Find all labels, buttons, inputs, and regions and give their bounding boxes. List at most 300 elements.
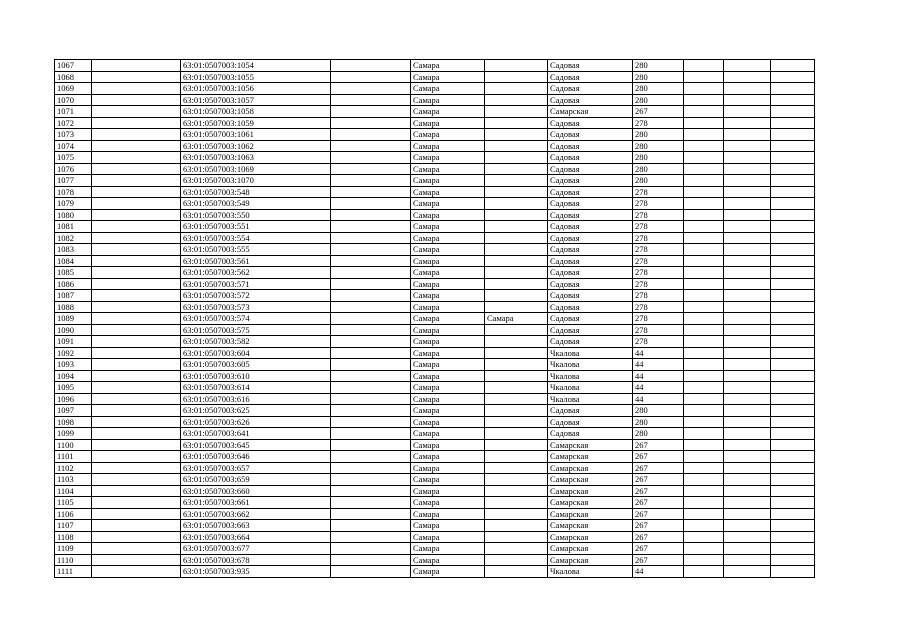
empty-cell [92,140,181,152]
city-cell: Самара [411,198,485,210]
cadastral-number-cell: 63:01:0507003:646 [181,451,331,463]
row-number-cell: 1085 [55,267,92,279]
empty-cell [92,439,181,451]
empty-cell [771,566,815,578]
table-row [55,439,815,451]
street-cell: Садовая [548,313,633,325]
empty-cell [331,359,411,371]
cadastral-number-cell: 63:01:0507003:664 [181,531,331,543]
empty-cell [331,209,411,221]
street-cell: Чкалова [548,393,633,405]
empty-cell [724,428,771,440]
city-cell: Самара [411,370,485,382]
row-number-cell: 1081 [55,221,92,233]
empty-cell [92,244,181,256]
empty-cell [771,152,815,164]
empty-cell [331,71,411,83]
street-cell: Чкалова [548,347,633,359]
city-cell: Самара [411,278,485,290]
house-number-cell: 278 [633,290,684,302]
row-number-cell: 1076 [55,163,92,175]
city-cell: Самара [411,439,485,451]
empty-cell [331,428,411,440]
empty-cell [331,301,411,313]
empty-cell [724,278,771,290]
empty-cell [92,324,181,336]
table-row [55,313,815,325]
street-cell: Чкалова [548,359,633,371]
cadastral-number-cell: 63:01:0507003:1054 [181,60,331,72]
city-secondary-cell [485,117,548,129]
empty-cell [771,543,815,555]
street-cell: Садовая [548,209,633,221]
empty-cell [684,232,724,244]
house-number-cell: 278 [633,267,684,279]
empty-cell [771,244,815,256]
empty-cell [771,198,815,210]
empty-cell [724,324,771,336]
city-cell: Самара [411,485,485,497]
empty-cell [771,324,815,336]
street-cell: Чкалова [548,566,633,578]
city-cell: Самара [411,186,485,198]
city-secondary-cell [485,221,548,233]
empty-cell [724,140,771,152]
empty-cell [92,163,181,175]
city-cell: Самара [411,566,485,578]
city-secondary-cell [485,497,548,509]
city-cell: Самара [411,497,485,509]
empty-cell [92,474,181,486]
city-cell: Самара [411,393,485,405]
street-cell: Садовая [548,117,633,129]
empty-cell [771,175,815,187]
empty-cell [771,83,815,95]
house-number-cell: 280 [633,175,684,187]
cadastral-number-cell: 63:01:0507003:554 [181,232,331,244]
street-cell: Садовая [548,255,633,267]
city-cell: Самара [411,140,485,152]
empty-cell [771,439,815,451]
empty-cell [684,543,724,555]
house-number-cell: 278 [633,198,684,210]
empty-cell [331,106,411,118]
empty-cell [724,71,771,83]
empty-cell [684,71,724,83]
row-number-cell: 1070 [55,94,92,106]
city-secondary-cell [485,485,548,497]
empty-cell [771,393,815,405]
empty-cell [331,554,411,566]
empty-cell [331,347,411,359]
city-secondary-cell [485,520,548,532]
empty-cell [771,474,815,486]
row-number-cell: 1084 [55,255,92,267]
street-cell: Садовая [548,152,633,164]
empty-cell [771,117,815,129]
empty-cell [684,301,724,313]
empty-cell [724,393,771,405]
table-row [55,451,815,463]
cadastral-number-cell: 63:01:0507003:645 [181,439,331,451]
empty-cell [331,439,411,451]
city-cell: Самара [411,428,485,440]
house-number-cell: 267 [633,439,684,451]
cadastral-number-cell: 63:01:0507003:549 [181,198,331,210]
empty-cell [331,451,411,463]
empty-cell [92,267,181,279]
empty-cell [684,244,724,256]
city-secondary-cell [485,60,548,72]
table-row [55,393,815,405]
table-row [55,175,815,187]
empty-cell [92,520,181,532]
row-number-cell: 1075 [55,152,92,164]
empty-cell [684,405,724,417]
house-number-cell: 44 [633,566,684,578]
cadastral-number-cell: 63:01:0507003:1056 [181,83,331,95]
empty-cell [684,531,724,543]
empty-cell [331,244,411,256]
table-row [55,508,815,520]
house-number-cell: 267 [633,508,684,520]
table-row [55,336,815,348]
row-number-cell: 1091 [55,336,92,348]
table-row [55,129,815,141]
empty-cell [92,566,181,578]
empty-cell [724,267,771,279]
row-number-cell: 1067 [55,60,92,72]
house-number-cell: 44 [633,370,684,382]
table-row [55,106,815,118]
empty-cell [771,313,815,325]
house-number-cell: 267 [633,531,684,543]
street-cell: Садовая [548,129,633,141]
cadastral-number-cell: 63:01:0507003:562 [181,267,331,279]
empty-cell [684,451,724,463]
table-row [55,255,815,267]
empty-cell [771,359,815,371]
empty-cell [331,405,411,417]
cadastral-number-cell: 63:01:0507003:659 [181,474,331,486]
city-cell: Самара [411,313,485,325]
empty-cell [684,106,724,118]
empty-cell [771,267,815,279]
table-row [55,428,815,440]
empty-cell [684,209,724,221]
table-row [55,462,815,474]
city-cell: Самара [411,347,485,359]
city-cell: Самара [411,163,485,175]
city-secondary-cell [485,175,548,187]
table-row [55,347,815,359]
table-row [55,117,815,129]
empty-cell [724,462,771,474]
city-cell: Самара [411,520,485,532]
row-number-cell: 1089 [55,313,92,325]
empty-cell [684,347,724,359]
city-secondary-cell [485,83,548,95]
empty-cell [684,428,724,440]
street-cell: Садовая [548,278,633,290]
cadastral-number-cell: 63:01:0507003:641 [181,428,331,440]
city-secondary-cell [485,94,548,106]
city-cell: Самара [411,451,485,463]
empty-cell [724,244,771,256]
house-number-cell: 44 [633,393,684,405]
empty-cell [724,474,771,486]
row-number-cell: 1086 [55,278,92,290]
empty-cell [331,497,411,509]
city-cell: Самара [411,336,485,348]
street-cell: Самарская [548,462,633,474]
empty-cell [724,485,771,497]
empty-cell [684,221,724,233]
empty-cell [684,313,724,325]
empty-cell [771,301,815,313]
house-number-cell: 278 [633,255,684,267]
empty-cell [684,485,724,497]
empty-cell [684,152,724,164]
empty-cell [331,324,411,336]
empty-cell [92,462,181,474]
empty-cell [684,117,724,129]
empty-cell [92,301,181,313]
empty-cell [724,313,771,325]
empty-cell [724,451,771,463]
empty-cell [724,531,771,543]
empty-cell [724,198,771,210]
empty-cell [684,83,724,95]
street-cell: Самарская [548,554,633,566]
street-cell: Самарская [548,508,633,520]
street-cell: Самарская [548,439,633,451]
table-row [55,416,815,428]
empty-cell [771,336,815,348]
city-cell: Самара [411,244,485,256]
cadastral-number-cell: 63:01:0507003:1057 [181,94,331,106]
row-number-cell: 1068 [55,71,92,83]
empty-cell [771,221,815,233]
city-cell: Самара [411,152,485,164]
row-number-cell: 1111 [55,566,92,578]
cadastral-number-cell: 63:01:0507003:574 [181,313,331,325]
city-secondary-cell [485,244,548,256]
table-row [55,290,815,302]
empty-cell [724,554,771,566]
row-number-cell: 1077 [55,175,92,187]
city-secondary-cell [485,152,548,164]
cadastral-number-cell: 63:01:0507003:1055 [181,71,331,83]
row-number-cell: 1079 [55,198,92,210]
row-number-cell: 1098 [55,416,92,428]
street-cell: Садовая [548,140,633,152]
table-row [55,232,815,244]
empty-cell [92,186,181,198]
house-number-cell: 267 [633,497,684,509]
city-cell: Самара [411,175,485,187]
empty-cell [724,221,771,233]
empty-cell [92,71,181,83]
empty-cell [92,485,181,497]
house-number-cell: 267 [633,485,684,497]
empty-cell [92,416,181,428]
city-secondary-cell [485,209,548,221]
row-number-cell: 1090 [55,324,92,336]
table-row [55,221,815,233]
row-number-cell: 1107 [55,520,92,532]
city-cell: Самара [411,106,485,118]
table-row [55,267,815,279]
empty-cell [92,347,181,359]
street-cell: Самарская [548,485,633,497]
table-row [55,359,815,371]
empty-cell [92,94,181,106]
street-cell: Садовая [548,163,633,175]
empty-cell [771,462,815,474]
table-row [55,531,815,543]
empty-cell [684,267,724,279]
empty-cell [771,186,815,198]
empty-cell [92,543,181,555]
empty-cell [724,508,771,520]
house-number-cell: 267 [633,554,684,566]
cadastral-number-cell: 63:01:0507003:575 [181,324,331,336]
empty-cell [331,278,411,290]
table-row [55,71,815,83]
empty-cell [724,290,771,302]
empty-cell [331,198,411,210]
row-number-cell: 1097 [55,405,92,417]
city-cell: Самара [411,83,485,95]
empty-cell [331,393,411,405]
table-row [55,163,815,175]
cadastral-number-cell: 63:01:0507003:548 [181,186,331,198]
empty-cell [771,290,815,302]
street-cell: Самарская [548,106,633,118]
house-number-cell: 278 [633,232,684,244]
row-number-cell: 1071 [55,106,92,118]
house-number-cell: 280 [633,60,684,72]
city-cell: Самара [411,290,485,302]
house-number-cell: 280 [633,94,684,106]
house-number-cell: 278 [633,209,684,221]
table-row [55,474,815,486]
cadastral-number-cell: 63:01:0507003:1063 [181,152,331,164]
city-cell: Самара [411,462,485,474]
house-number-cell: 278 [633,244,684,256]
empty-cell [684,474,724,486]
street-cell: Самарская [548,451,633,463]
empty-cell [684,336,724,348]
house-number-cell: 280 [633,428,684,440]
table-row [55,566,815,578]
empty-cell [92,359,181,371]
cadastral-number-cell: 63:01:0507003:1058 [181,106,331,118]
empty-cell [684,439,724,451]
empty-cell [724,83,771,95]
empty-cell [684,462,724,474]
street-cell: Садовая [548,83,633,95]
city-secondary-cell [485,71,548,83]
empty-cell [724,94,771,106]
house-number-cell: 44 [633,347,684,359]
empty-cell [771,405,815,417]
empty-cell [331,255,411,267]
city-secondary-cell [485,129,548,141]
row-number-cell: 1088 [55,301,92,313]
empty-cell [92,428,181,440]
row-number-cell: 1072 [55,117,92,129]
empty-cell [331,186,411,198]
table-row [55,554,815,566]
empty-cell [331,508,411,520]
cadastral-number-cell: 63:01:0507003:1061 [181,129,331,141]
street-cell: Садовая [548,198,633,210]
city-cell: Самара [411,60,485,72]
empty-cell [331,175,411,187]
street-cell: Садовая [548,416,633,428]
empty-cell [684,359,724,371]
house-number-cell: 267 [633,462,684,474]
table-row [55,60,815,72]
empty-cell [771,71,815,83]
cadastral-number-cell: 63:01:0507003:626 [181,416,331,428]
city-cell: Самара [411,405,485,417]
cadastral-number-cell: 63:01:0507003:935 [181,566,331,578]
house-number-cell: 280 [633,163,684,175]
empty-cell [771,278,815,290]
cadastral-number-cell: 63:01:0507003:573 [181,301,331,313]
row-number-cell: 1069 [55,83,92,95]
city-cell: Самара [411,359,485,371]
empty-cell [92,175,181,187]
empty-cell [92,382,181,394]
empty-cell [771,485,815,497]
city-cell: Самара [411,232,485,244]
street-cell: Садовая [548,336,633,348]
empty-cell [724,255,771,267]
empty-cell [771,382,815,394]
city-secondary-cell [485,163,548,175]
house-number-cell: 278 [633,301,684,313]
cadastral-number-cell: 63:01:0507003:551 [181,221,331,233]
house-number-cell: 280 [633,152,684,164]
row-number-cell: 1099 [55,428,92,440]
empty-cell [331,520,411,532]
table-row [55,198,815,210]
street-cell: Садовая [548,71,633,83]
empty-cell [684,278,724,290]
house-number-cell: 280 [633,140,684,152]
empty-cell [684,416,724,428]
city-cell: Самара [411,554,485,566]
table-body [55,60,815,578]
row-number-cell: 1106 [55,508,92,520]
city-cell: Самара [411,543,485,555]
empty-cell [92,129,181,141]
cadastral-table [54,59,815,578]
empty-cell [92,255,181,267]
house-number-cell: 44 [633,359,684,371]
house-number-cell: 278 [633,313,684,325]
street-cell: Садовая [548,301,633,313]
house-number-cell: 278 [633,186,684,198]
table-row [55,382,815,394]
street-cell: Самарская [548,474,633,486]
empty-cell [684,255,724,267]
row-number-cell: 1092 [55,347,92,359]
